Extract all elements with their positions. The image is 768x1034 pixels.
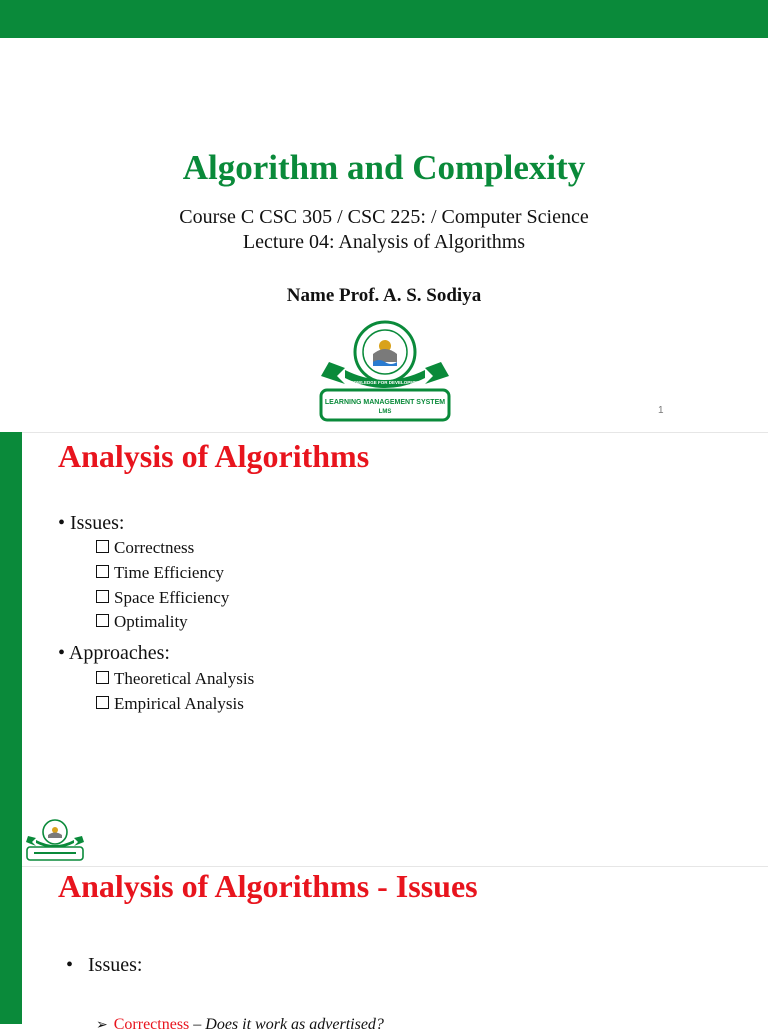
bullet-approaches: • Approaches:	[58, 642, 170, 664]
list-item	[96, 563, 224, 583]
lecturer-name: Name Prof. A. S. Sodiya	[286, 285, 482, 306]
logo-banner-line2: LMS	[378, 409, 392, 415]
checkbox-square-icon	[96, 565, 109, 578]
list-item-label: Space Efficiency	[114, 588, 230, 607]
slide-separator	[0, 432, 768, 433]
title-slide	[0, 0, 768, 432]
term-description: Does it work as advertised?	[205, 1016, 384, 1033]
list-item	[96, 538, 194, 558]
list-item	[96, 694, 244, 714]
university-lms-logo-small-icon	[24, 818, 86, 862]
content-slide-analysis	[0, 432, 768, 866]
course-line: Course C CSC 305 / CSC 225: / Computer Science	[179, 206, 589, 228]
content-slide-issues	[0, 866, 768, 1033]
logo-motto-text: KNOWLEDGE FOR DEVELOPMENT	[346, 380, 424, 385]
list-item-label: Empirical Analysis	[114, 694, 244, 713]
bullet-issues-label: Issues:	[88, 954, 143, 976]
bullet-issues: • Issues:	[66, 954, 143, 976]
checkbox-square-icon	[96, 590, 109, 603]
term-dash: –	[189, 1016, 206, 1033]
checkbox-square-icon	[96, 540, 109, 553]
bullet-issues-label: Issues:	[70, 512, 125, 534]
left-accent-bar	[0, 432, 22, 866]
term-correctness: Correctness	[113, 1016, 190, 1033]
lecture-line: Lecture 04: Analysis of Algorithms	[242, 231, 526, 253]
logo-banner-line1: LEARNING MANAGEMENT SYSTEM	[324, 399, 446, 406]
list-item-label: Correctness	[114, 538, 195, 557]
list-item	[96, 612, 188, 632]
bullet-approaches-label: Approaches:	[68, 642, 170, 664]
list-item-label: Optimality	[114, 612, 188, 631]
slide-heading: Analysis of Algorithms - Issues	[58, 868, 478, 904]
checkbox-square-icon	[96, 614, 109, 627]
slide-separator	[0, 866, 768, 867]
checkbox-square-icon	[96, 671, 109, 684]
arrow-bullet-icon: ➢	[96, 1018, 108, 1033]
slide-heading: Analysis of Algorithms	[58, 438, 370, 474]
list-item	[96, 669, 254, 689]
checkbox-square-icon	[96, 696, 109, 709]
list-item-label: Theoretical Analysis	[114, 669, 255, 688]
slide-title: Algorithm and Complexity	[182, 148, 586, 187]
list-item-label: Time Efficiency	[114, 563, 225, 582]
university-lms-logo-icon	[315, 318, 455, 424]
top-accent-bar	[0, 0, 768, 38]
left-accent-bar	[0, 866, 22, 1024]
list-item	[96, 588, 229, 608]
page-number: 1	[658, 405, 664, 416]
bullet-issues: • Issues:	[58, 512, 125, 534]
list-item	[96, 1016, 384, 1034]
